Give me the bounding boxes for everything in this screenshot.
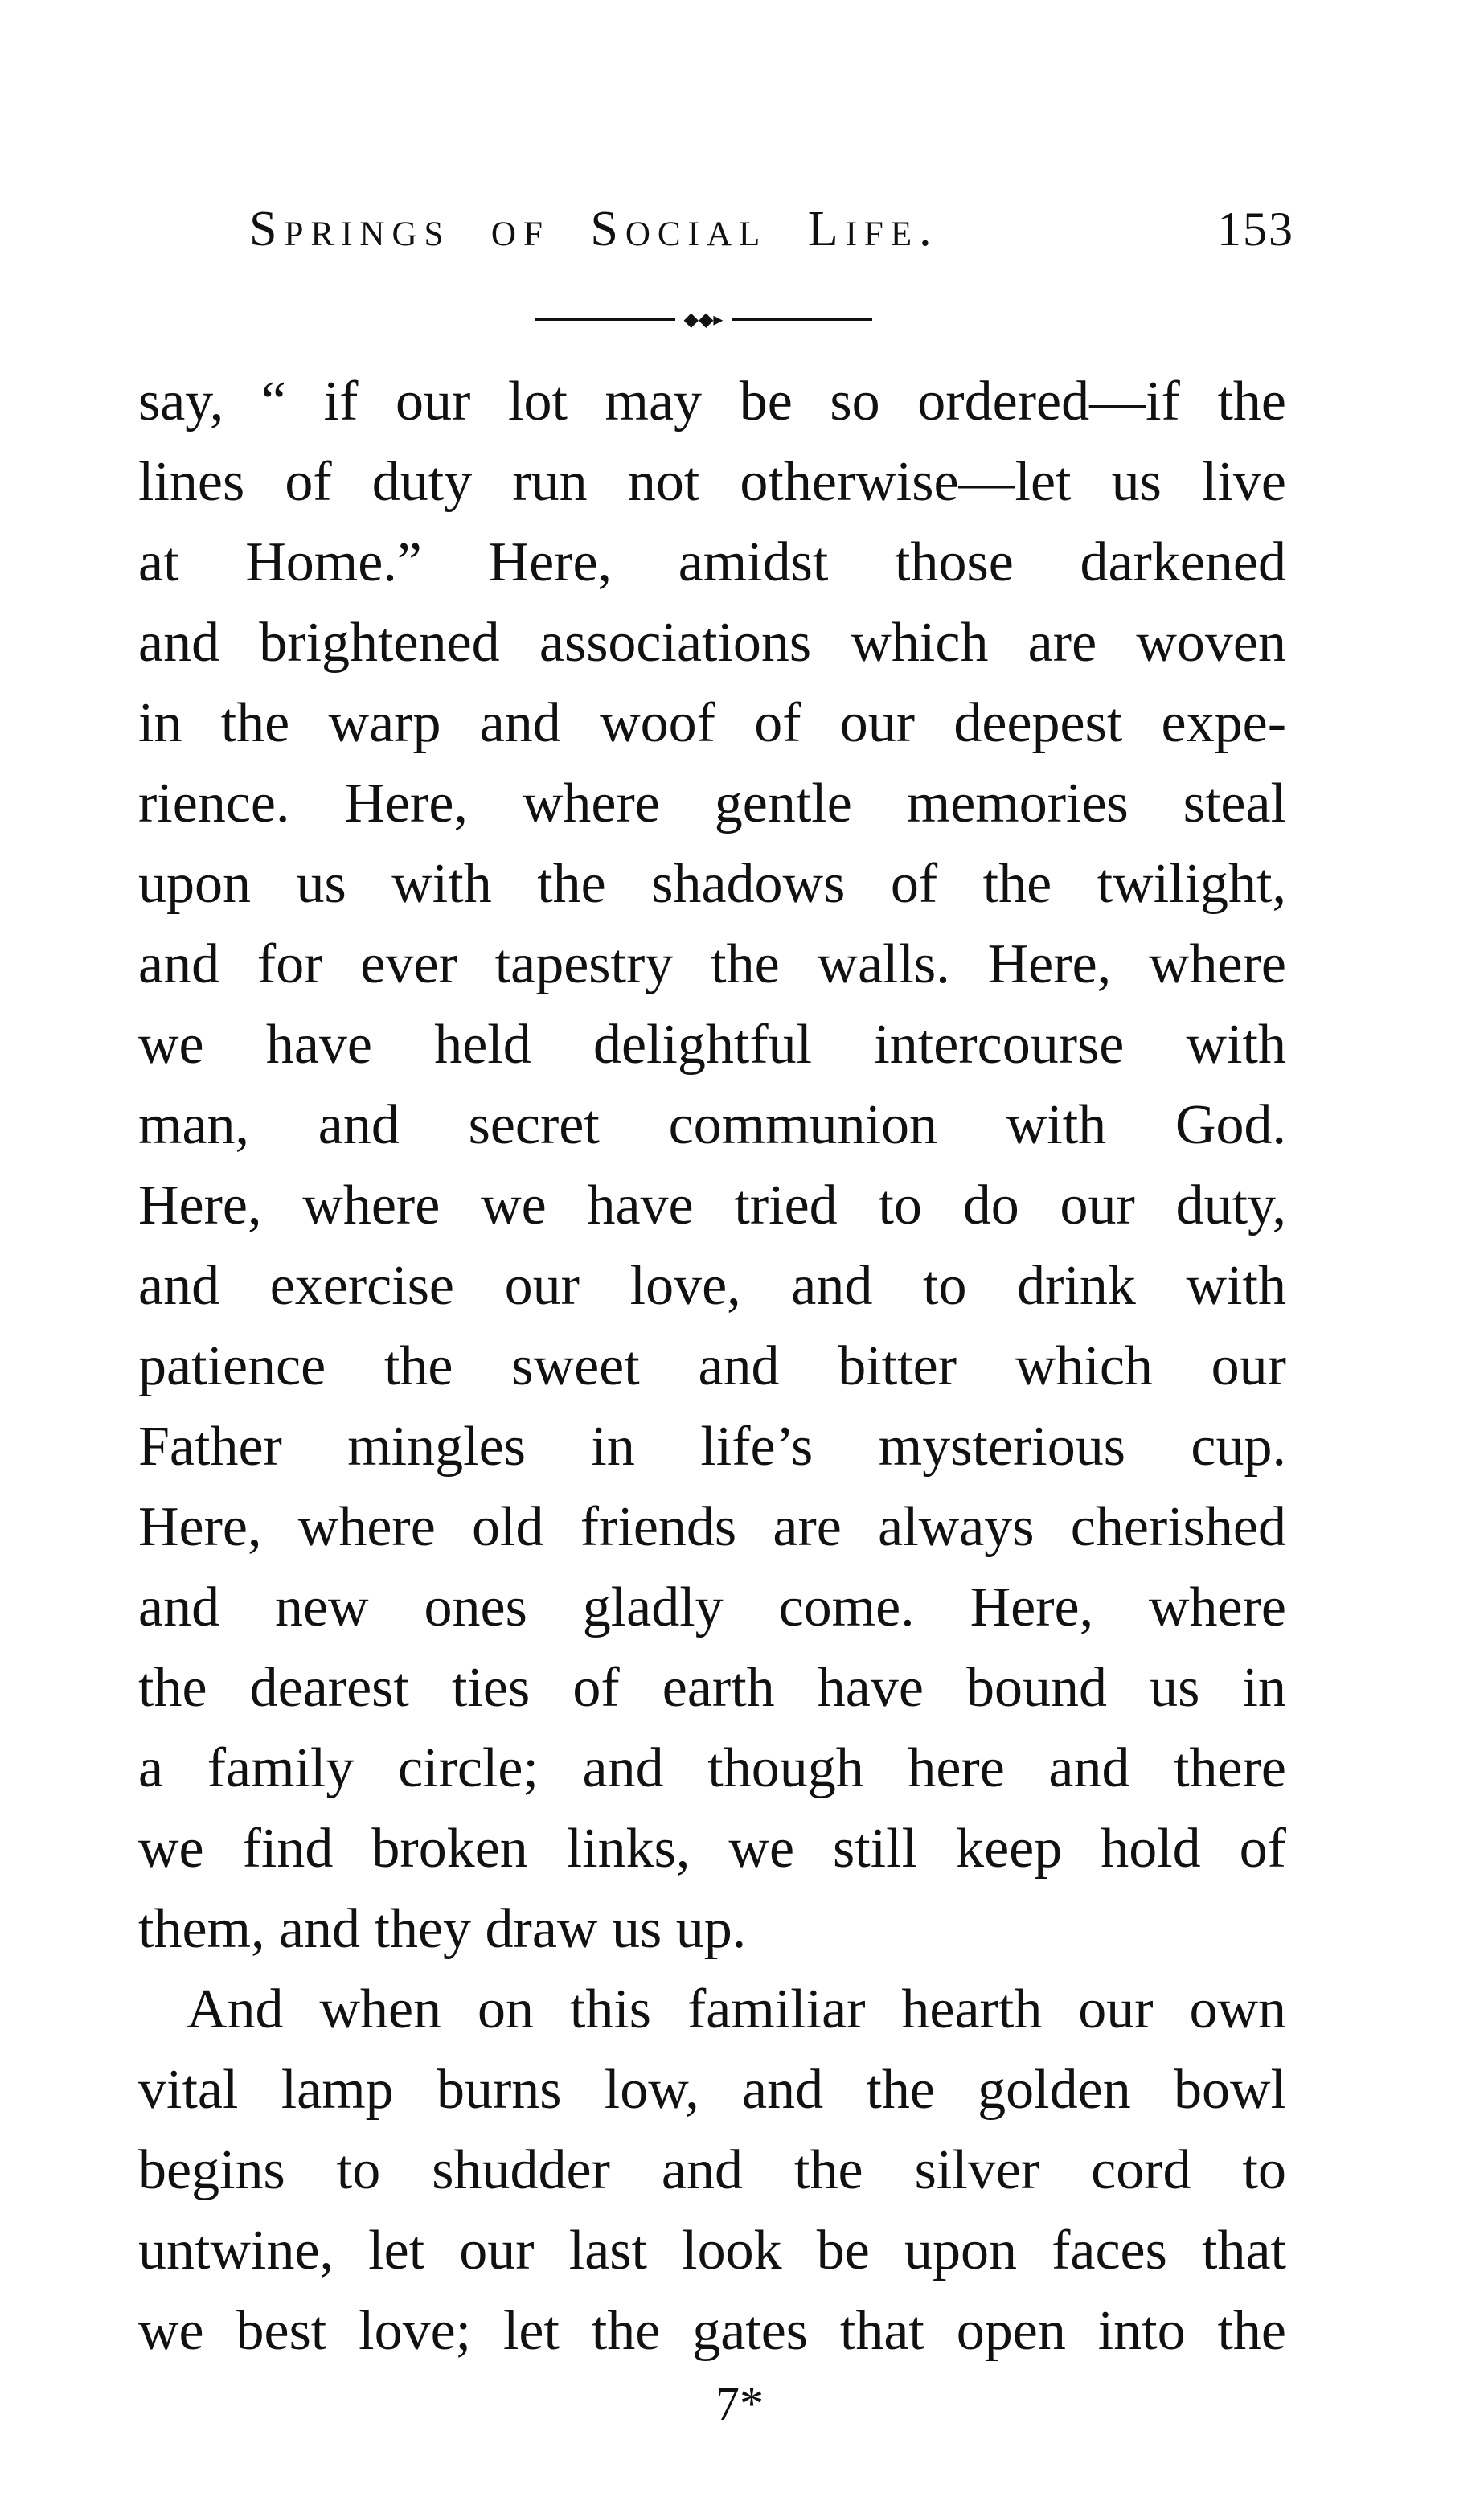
text-line: begins to shudder and the silver cord to	[138, 2139, 1286, 2201]
text-line: a family circle; and though here and there	[138, 1737, 1286, 1799]
running-title: Springs of Social Life.	[249, 202, 939, 256]
ornament-mark-icon: ◆◆▸	[683, 308, 724, 330]
paragraph-end-line: them, and they draw us up.	[138, 1898, 747, 1960]
body-text	[138, 362, 1286, 2372]
text-line: Father mingles in life’s mysterious cup.	[138, 1416, 1286, 1478]
text-line: we have held delightful intercourse with	[138, 1014, 1286, 1076]
text-line: say, “ if our lot may be so ordered—if the	[138, 371, 1286, 433]
page-header	[249, 197, 1294, 261]
text-line: vital lamp burns low, and the golden bowl	[138, 2059, 1286, 2121]
text-line: patience the sweet and bitter which our	[138, 1335, 1286, 1397]
text-line: at Home.” Here, amidst those darkened	[138, 531, 1286, 593]
text-line: the dearest ties of earth have bound us in	[138, 1657, 1286, 1719]
text-line: and brightened associations which are woven	[138, 612, 1286, 674]
text-line: we find broken links, we still keep hold of	[138, 1818, 1286, 1880]
text-line: lines of duty run not otherwise—let us live	[138, 451, 1286, 513]
text-line: Here, where we have tried to do our duty,	[138, 1175, 1286, 1236]
paragraph-start-line: And when on this familiar hearth our own	[187, 1978, 1286, 2040]
page-number: 153	[1217, 203, 1294, 256]
text-line: man, and secret communion with God.	[138, 1094, 1286, 1156]
text-line: Here, where old friends are always cherished	[138, 1496, 1286, 1558]
header-ornament	[535, 310, 872, 329]
text-line: untwine, let our last look be upon faces that	[138, 2220, 1286, 2282]
text-line: rience. Here, where gentle memories steal	[138, 773, 1286, 834]
text-line: in the warp and woof of our deepest expe-	[138, 692, 1286, 754]
signature-mark: 7*	[715, 2377, 764, 2430]
text-line: upon us with the shadows of the twilight,	[138, 853, 1286, 915]
ornament-rule-right	[732, 318, 872, 321]
text-line: we best love; let the gates that open into the	[138, 2300, 1286, 2362]
text-line: and new ones gladly come. Here, where	[138, 1576, 1286, 1638]
ornament-rule-left	[535, 318, 675, 321]
text-line: and exercise our love, and to drink with	[138, 1255, 1286, 1317]
text-line: and for ever tapestry the walls. Here, where	[138, 933, 1286, 995]
